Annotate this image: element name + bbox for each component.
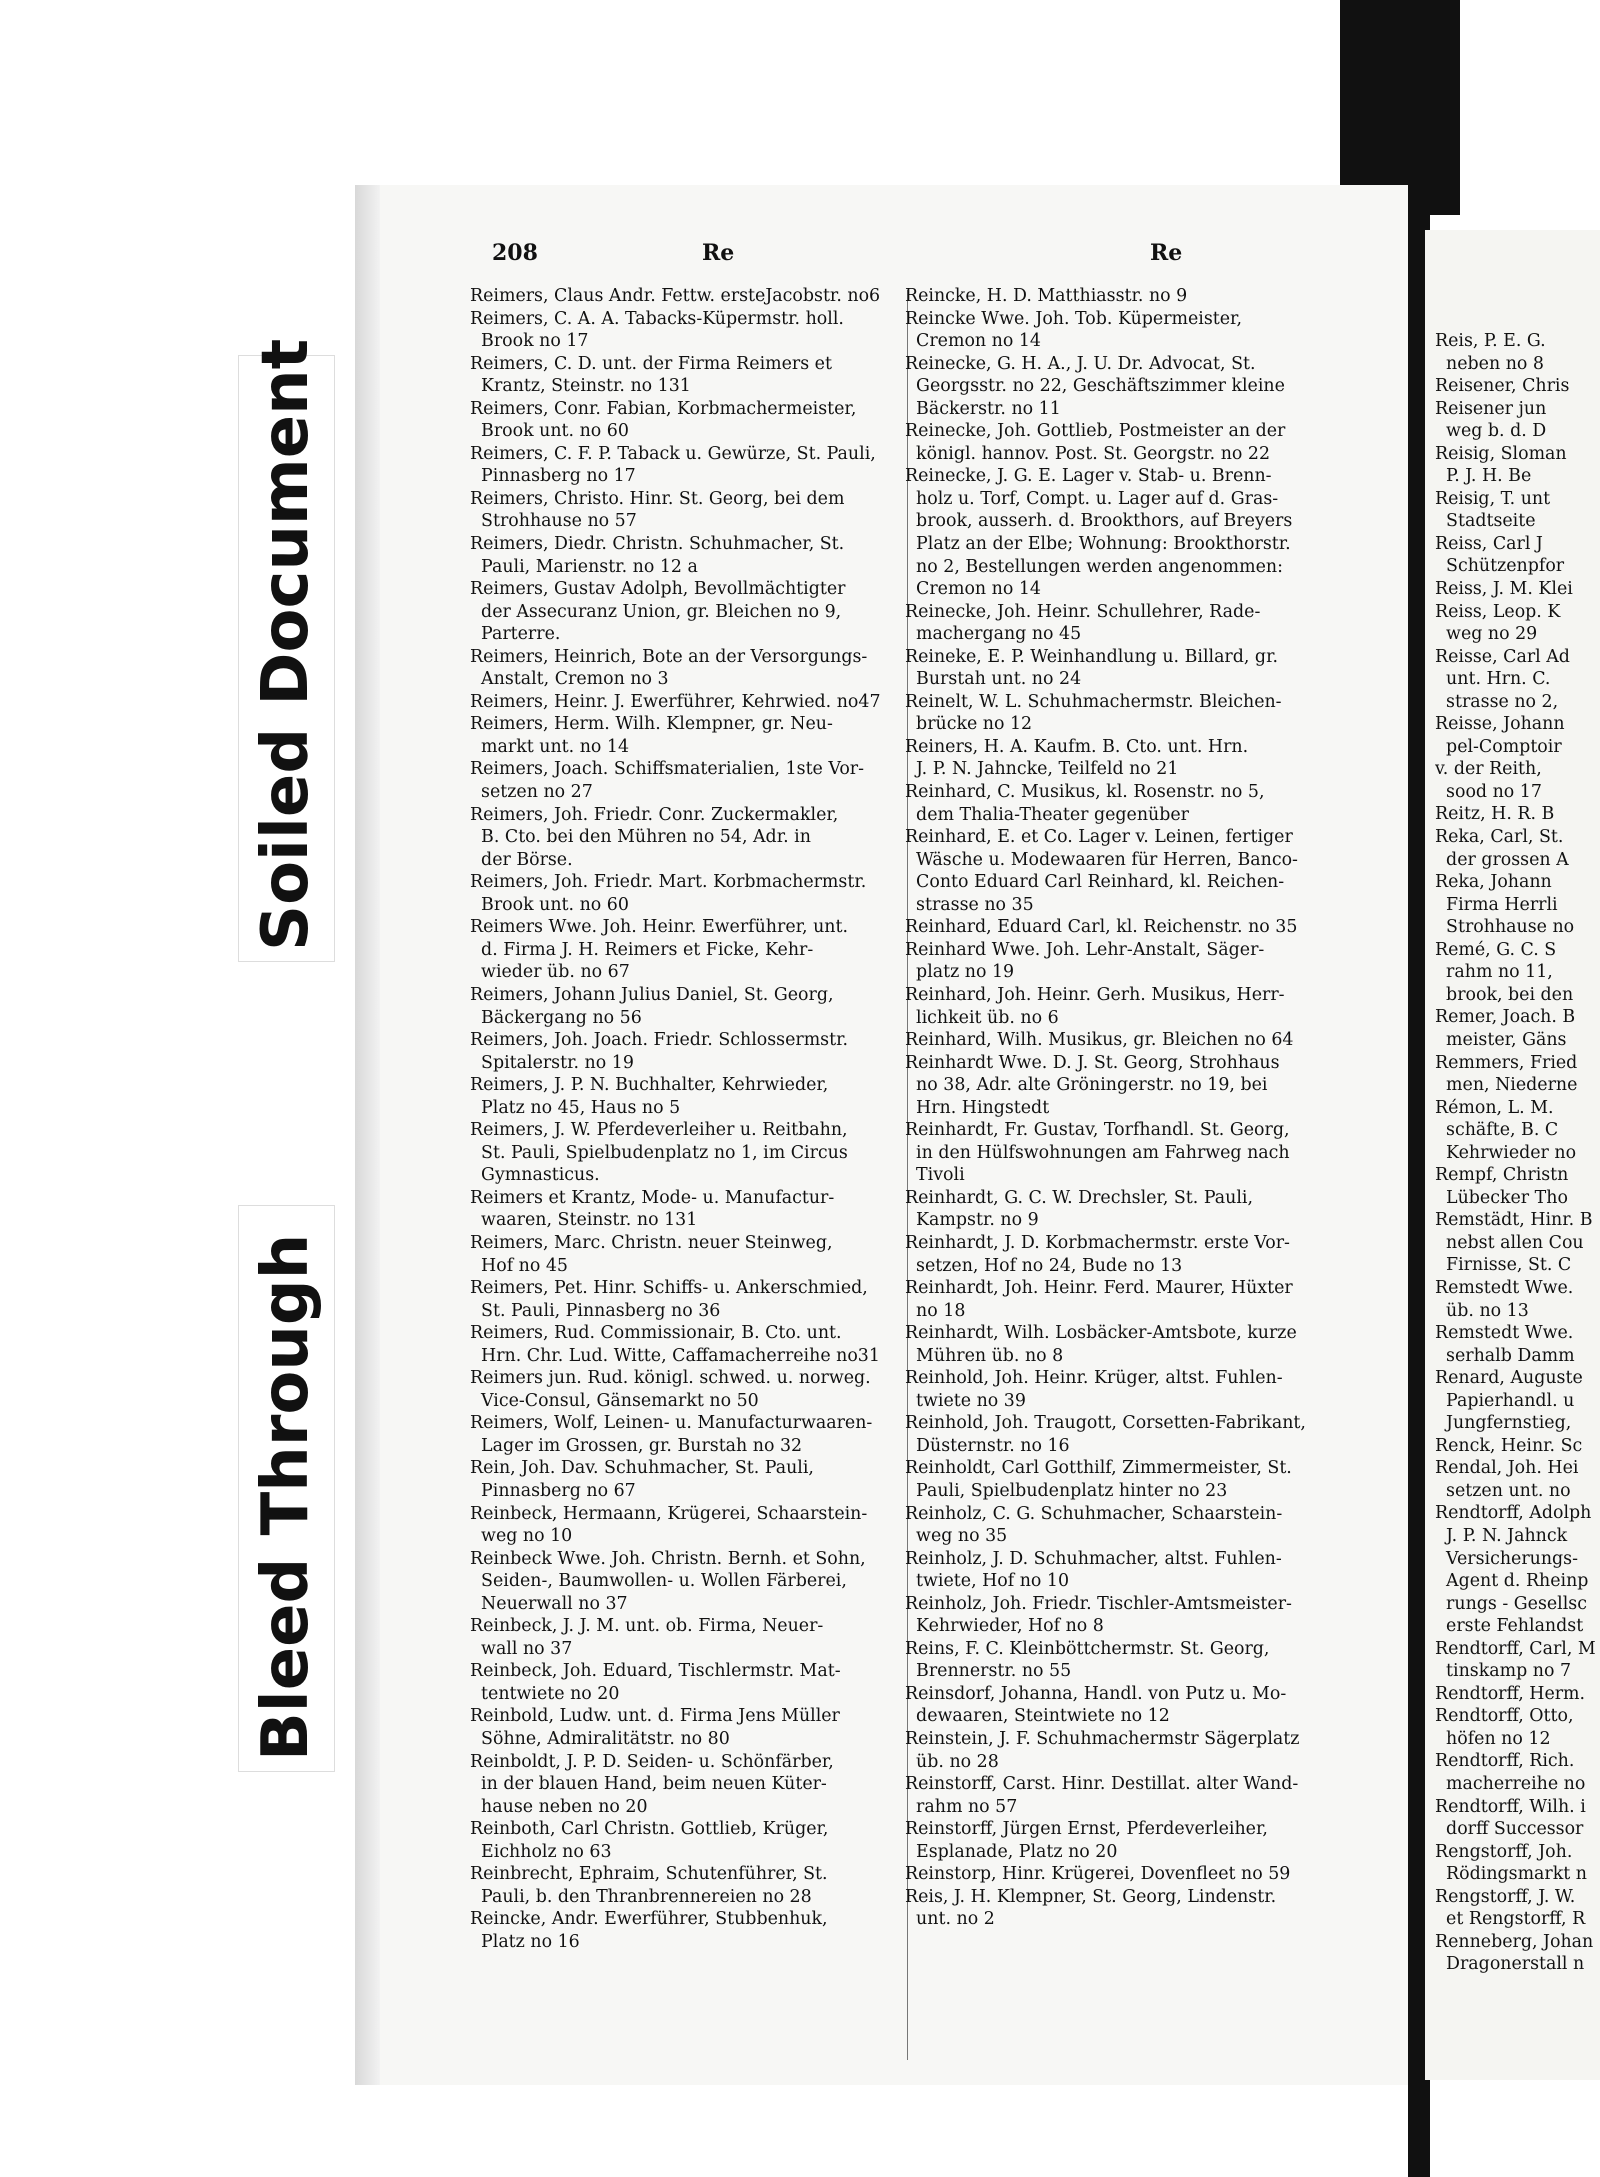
left-running-head: Re [702, 240, 735, 266]
directory-entry-line: Reinhard, Wilh. Musikus, gr. Bleichen no 64 [905, 1030, 1294, 1051]
directory-entry-line: Kampstr. no 9 [905, 1210, 1039, 1231]
directory-entry-line: Reitz, H. R. B [1435, 804, 1555, 825]
directory-entry-line: Tivoli [905, 1165, 965, 1186]
directory-entry-line: Reimers, C. D. unt. der Firma Reimers et [470, 353, 832, 374]
directory-entry-line: Gymnasticus. [470, 1165, 600, 1186]
directory-entry-line: Reka, Johann [1435, 872, 1552, 893]
directory-entry-line: weg no 35 [905, 1526, 1008, 1547]
directory-entry-line: schäfte, B. C [1435, 1120, 1559, 1141]
directory-entry-line: Pinnasberg no 17 [470, 466, 636, 487]
directory-entry-line: v. der Reith, [1435, 759, 1542, 780]
directory-entry-line: Rempf, Christn [1435, 1165, 1569, 1186]
directory-entry-line: Cremon no 14 [905, 579, 1041, 600]
directory-entry-line: brook, bei den [1435, 984, 1574, 1005]
directory-entry-line: Georgsstr. no 22, Geschäftszimmer kleine [905, 376, 1285, 397]
directory-entry-line: Jungfernstieg, [1435, 1413, 1572, 1434]
directory-entry-line: weg no 29 [1435, 624, 1538, 645]
directory-entry-line: Reiss, J. M. Klei [1435, 579, 1573, 600]
directory-entry-line: Remé, G. C. S [1435, 939, 1557, 960]
directory-entry-line: sood no 17 [1435, 781, 1542, 802]
directory-entry-line: markt unt. no 14 [470, 736, 630, 757]
directory-entry-line: Renard, Auguste [1435, 1368, 1583, 1389]
directory-entry-line: Reisig, Sloman [1435, 443, 1567, 464]
directory-entry-line: Hof no 45 [470, 1255, 568, 1276]
directory-entry-line: Schützenpfor [1435, 556, 1565, 577]
directory-entry-line: Reins, F. C. Kleinböttchermstr. St. Georg, [905, 1638, 1270, 1659]
directory-entry-line: twiete, Hof no 10 [905, 1571, 1070, 1592]
directory-entry-line: holz u. Torf, Compt. u. Lager auf d. Gras- [905, 488, 1279, 509]
directory-entry-line: setzen unt. no [1435, 1480, 1571, 1501]
directory-entry-line: Rendtorff, Adolph [1435, 1503, 1592, 1524]
directory-entry-line: Rémon, L. M. [1435, 1097, 1554, 1118]
directory-entry-line: Spitalerstr. no 19 [470, 1052, 634, 1073]
directory-entry-line: meister, Gäns [1435, 1029, 1567, 1050]
directory-entry-line: erste Fehlandst [1435, 1616, 1584, 1637]
page-edge-shadow [355, 185, 380, 2085]
directory-entry-line: Reimers, Conr. Fabian, Korbmachermeister, [470, 398, 857, 419]
directory-entry-line: Rendtorff, Wilh. i [1435, 1796, 1586, 1817]
directory-entry-line: hause neben no 20 [470, 1796, 648, 1817]
directory-entry-line: pel-Comptoir [1435, 736, 1562, 757]
directory-entry-line: Reinstein, J. F. Schuhmachermstr Sägerplatz [905, 1729, 1300, 1749]
directory-entry-line: Hrn. Chr. Lud. Witte, Caffamacherreihe no31 [470, 1345, 880, 1366]
directory-entry-line: Eichholz no 63 [470, 1841, 612, 1862]
directory-entry-line: Reimers, Claus Andr. Fettw. ersteJacobstr. no6 [470, 286, 881, 306]
directory-entry-line: weg no 10 [470, 1526, 573, 1547]
directory-entry-line: üb. no 13 [1435, 1300, 1529, 1321]
directory-entry-line: St. Pauli, Spielbudenplatz no 1, im Circus [470, 1142, 848, 1163]
soiled-document-tab [238, 338, 335, 962]
directory-entry-line: twiete no 39 [905, 1390, 1026, 1411]
directory-entry-line: Pauli, b. den Thranbrennereien no 28 [470, 1886, 812, 1907]
directory-entry-line: Reimers, Rud. Commissionair, B. Cto. unt. [470, 1323, 842, 1344]
directory-entry-line: Firma Herrli [1435, 894, 1558, 915]
directory-entry-line: Krantz, Steinstr. no 131 [470, 376, 691, 397]
directory-entry-line: Bäckergang no 56 [470, 1007, 642, 1028]
directory-entry-line: Reinhard, Joh. Heinr. Gerh. Musikus, Herr- [905, 984, 1285, 1005]
directory-entry-line: Reimers et Krantz, Mode- u. Manufactur- [470, 1187, 835, 1208]
directory-entry-line: Reinecke, J. G. E. Lager v. Stab- u. Brenn- [905, 466, 1272, 487]
directory-entry-line: Remer, Joach. B [1435, 1007, 1576, 1028]
dark-binding-top [1340, 0, 1460, 215]
directory-entry-line: Reimers, J. P. N. Buchhalter, Kehrwieder, [470, 1075, 829, 1096]
directory-entry-line: St. Pauli, Pinnasberg no 36 [470, 1300, 721, 1321]
directory-entry-line: setzen, Hof no 24, Bude no 13 [905, 1255, 1183, 1276]
directory-entry-line: Reimers, Joh. Friedr. Mart. Korbmachermstr. [470, 872, 867, 893]
directory-entry-line: Reinholz, J. D. Schuhmacher, altst. Fuhlen- [905, 1548, 1282, 1569]
directory-entry-line: men, Niederne [1435, 1075, 1578, 1096]
directory-entry-line: Strohhause no [1435, 917, 1575, 938]
directory-entry-line: strasse no 2, [1435, 691, 1559, 712]
directory-entry-line: Renneberg, Johan [1435, 1931, 1594, 1952]
directory-entry-line: Reimers Wwe. Joh. Heinr. Ewerführer, unt. [470, 917, 848, 938]
directory-entry-line: Rengstorff, J. W. [1435, 1886, 1576, 1907]
right-column-fragment [1435, 330, 1600, 1976]
directory-entry-line: no 18 [905, 1300, 966, 1321]
page-number: 208 [492, 240, 538, 266]
directory-entry-line: Reincke Wwe. Joh. Tob. Küpermeister, [905, 308, 1242, 329]
directory-entry-line: Brook unt. no 60 [470, 894, 629, 915]
directory-entry-line: Reimers, C. F. P. Taback u. Gewürze, St. Pauli, [470, 443, 876, 464]
directory-entry-line: Reinboth, Carl Christn. Gottlieb, Krüger, [470, 1819, 829, 1840]
directory-entry-line: Platz no 45, Haus no 5 [470, 1097, 681, 1118]
directory-entry-line: wall no 37 [470, 1638, 573, 1659]
bleed-through-label: Bleed Through [249, 1233, 323, 1761]
directory-entry-line: Reimers, Pet. Hinr. Schiffs- u. Ankerschmied, [470, 1278, 868, 1299]
directory-entry-line: Reinbeck, Hermaann, Krügerei, Schaarstein- [470, 1503, 868, 1524]
directory-entry-line: Burstah unt. no 24 [905, 669, 1082, 690]
directory-entry-line: üb. no 28 [905, 1751, 999, 1772]
directory-entry-line: höfen no 12 [1435, 1728, 1551, 1749]
directory-entry-line: brücke no 12 [905, 714, 1033, 735]
directory-entry-line: Reiners, H. A. Kaufm. B. Cto. unt. Hrn. [905, 736, 1249, 757]
directory-entry-line: Reimers, Herm. Wilh. Klempner, gr. Neu- [470, 714, 833, 735]
directory-entry-line: Rendal, Joh. Hei [1435, 1458, 1579, 1479]
directory-entry-line: Reinhardt, Fr. Gustav, Torfhandl. St. Georg, [905, 1120, 1290, 1141]
directory-entry-line: Conto Eduard Carl Reinhard, kl. Reichen- [905, 872, 1285, 893]
directory-entry-line: Reimers, Heinr. J. Ewerführer, Kehrwied. no47 [470, 691, 881, 712]
directory-entry-line: Neuerwall no 37 [470, 1593, 628, 1614]
directory-entry-line: Reinsdorf, Johanna, Handl. von Putz u. Mo- [905, 1683, 1287, 1704]
directory-entry-line: Reinhard Wwe. Joh. Lehr-Anstalt, Säger- [905, 939, 1265, 960]
directory-entry-line: tentwiete no 20 [470, 1683, 620, 1704]
directory-entry-line: Reinhardt, G. C. W. Drechsler, St. Pauli, [905, 1187, 1253, 1208]
directory-entry-line: Reisse, Johann [1435, 714, 1565, 735]
directory-entry-line: Reimers, Joh. Friedr. Conr. Zuckermakler, [470, 804, 839, 825]
directory-entry-line: Esplanade, Platz no 20 [905, 1841, 1118, 1862]
directory-entry-line: königl. hannov. Post. St. Georgstr. no 22 [905, 443, 1271, 464]
bleed-through-tab [238, 1205, 335, 1772]
directory-entry-line: Brook unt. no 60 [470, 421, 629, 442]
directory-entry-line: Reinstorff, Carst. Hinr. Destillat. alter Wand- [905, 1774, 1299, 1795]
directory-entry-line: Rendtorff, Otto, [1435, 1706, 1574, 1727]
directory-entry-line: Parterre. [470, 624, 561, 645]
directory-entry-line: Rendtorff, Herm. [1435, 1683, 1586, 1704]
directory-entry-line: Reinstorp, Hinr. Krügerei, Dovenfleet no 59 [905, 1864, 1291, 1885]
directory-entry-line: Remstedt Wwe. [1435, 1323, 1574, 1344]
directory-entry-line: Reinbeck, J. J. M. unt. ob. Firma, Neuer- [470, 1616, 824, 1637]
directory-entry-line: Reimers jun. Rud. königl. schwed. u. norweg. [470, 1368, 871, 1389]
directory-entry-line: Strohhause no 57 [470, 511, 637, 532]
directory-entry-line: Lübecker Tho [1435, 1187, 1568, 1208]
directory-entry-line: Brennerstr. no 55 [905, 1661, 1072, 1682]
directory-entry-line: Bäckerstr. no 11 [905, 398, 1061, 419]
directory-entry-line: Renck, Heinr. Sc [1435, 1435, 1583, 1456]
directory-entry-line: Reimers, C. A. A. Tabacks-Küpermstr. holl. [470, 308, 844, 329]
directory-entry-line: Remstädt, Hinr. B [1435, 1210, 1593, 1231]
directory-entry-line: setzen no 27 [470, 782, 593, 803]
directory-entry-line: Reka, Carl, St. [1435, 827, 1564, 848]
directory-entry-line: Seiden-, Baumwollen- u. Wollen Färberei, [470, 1571, 847, 1592]
directory-entry-line: der Börse. [470, 849, 573, 870]
directory-entry-line: Rengstorff, Joh. [1435, 1841, 1573, 1862]
directory-entry-line: Düsternstr. no 16 [905, 1435, 1070, 1456]
directory-entry-line: J. P. N. Jahnck [1435, 1525, 1568, 1546]
directory-entry-line: Rendtorff, Rich. [1435, 1751, 1575, 1772]
directory-entry-line: Rein, Joh. Dav. Schuhmacher, St. Pauli, [470, 1458, 814, 1479]
directory-entry-line: Pauli, Spielbudenplatz hinter no 23 [905, 1480, 1228, 1501]
directory-entry-line: Reinholdt, Carl Gotthilf, Zimmermeister, St. [905, 1458, 1292, 1479]
directory-entry-line: et Rengstorff, R [1435, 1909, 1586, 1930]
directory-entry-line: rahm no 57 [905, 1796, 1018, 1817]
directory-entry-line: Pauli, Marienstr. no 12 a [470, 556, 698, 577]
directory-entry-line: Reisig, T. unt [1435, 488, 1551, 509]
directory-entry-line: platz no 19 [905, 962, 1015, 983]
directory-entry-line: in der blauen Hand, beim neuen Küter- [470, 1774, 827, 1795]
directory-entry-line: Reinhold, Joh. Heinr. Krüger, altst. Fuhlen- [905, 1368, 1283, 1389]
directory-entry-line: Agent d. Rheinp [1435, 1571, 1589, 1592]
directory-entry-line: Rendtorff, Carl, M [1435, 1638, 1596, 1659]
directory-entry-line: Versicherungs- [1435, 1548, 1578, 1569]
directory-entry-line: Reinhard, C. Musikus, kl. Rosenstr. no 5, [905, 782, 1265, 803]
directory-entry-line: Reinhardt, Joh. Heinr. Ferd. Maurer, Hüxter [905, 1278, 1293, 1299]
directory-entry-line: waaren, Steinstr. no 131 [470, 1210, 698, 1231]
directory-entry-line: der Assecuranz Union, gr. Bleichen no 9, [470, 601, 842, 622]
directory-entry-line: Reinbeck Wwe. Joh. Christn. Bernh. et Sohn, [470, 1548, 866, 1569]
directory-entry-line: Reisse, Carl Ad [1435, 646, 1570, 667]
directory-entry-line: Söhne, Admiralitätstr. no 80 [470, 1729, 730, 1749]
directory-entry-line: Pinnasberg no 67 [470, 1480, 636, 1501]
directory-entry-line: Reinhold, Joh. Traugott, Corsetten-Fabrikant, [905, 1413, 1306, 1434]
directory-entry-line: J. P. N. Jahncke, Teilfeld no 21 [905, 759, 1179, 780]
directory-entry-line: Papierhandl. u [1435, 1390, 1575, 1411]
directory-entry-line: tinskamp no 7 [1435, 1661, 1572, 1682]
directory-entry-line: no 2, Bestellungen werden angenommen: [905, 556, 1283, 577]
directory-entry-line: Hrn. Hingstedt [905, 1097, 1050, 1118]
directory-entry-line: Reisener jun [1435, 398, 1547, 419]
directory-entry-line: Reis, J. H. Klempner, St. Georg, Lindenstr. [905, 1886, 1277, 1907]
soiled-document-label: Soiled Document [249, 338, 323, 951]
directory-entry-line: machergang no 45 [905, 624, 1082, 645]
directory-entry-line: Reimers, J. W. Pferdeverleiher u. Reitbahn, [470, 1120, 848, 1141]
directory-entry-line: brook, ausserh. d. Brookthors, auf Breyers [905, 511, 1293, 532]
directory-entry-line: Reinholz, Joh. Friedr. Tischler-Amtsmeister- [905, 1593, 1292, 1614]
directory-entry-line: d. Firma J. H. Reimers et Ficke, Kehr- [470, 939, 814, 960]
directory-entry-line: Reinboldt, J. P. D. Seiden- u. Schönfärber, [470, 1751, 834, 1772]
directory-entry-line: Remstedt Wwe. [1435, 1277, 1574, 1298]
directory-entry-line: Reinhard, E. et Co. Lager v. Leinen, fertiger [905, 827, 1293, 848]
directory-entry-line: Reinbold, Ludw. unt. d. Firma Jens Müller [470, 1706, 840, 1727]
directory-entry-line: Reinstorff, Jürgen Ernst, Pferdeverleiher, [905, 1819, 1268, 1840]
directory-entry-line: Reimers, Heinrich, Bote an der Versorgungs- [470, 646, 868, 667]
directory-entry-line: Platz an der Elbe; Wohnung: Brookthorstr. [905, 534, 1291, 555]
directory-entry-line: Reimers, Wolf, Leinen- u. Manufacturwaaren- [470, 1413, 873, 1434]
directory-entry-line: Reiss, Carl J [1435, 533, 1543, 554]
directory-entry-line: dem Thalia-Theater gegenüber [905, 804, 1189, 825]
directory-entry-line: Reinholz, C. G. Schuhmacher, Schaarstein- [905, 1503, 1283, 1524]
directory-entry-line: Reinbrecht, Ephraim, Schutenführer, St. [470, 1864, 828, 1885]
directory-entry-line: Reinbeck, Joh. Eduard, Tischlermstr. Mat- [470, 1661, 841, 1682]
directory-entry-line: Vice-Consul, Gänsemarkt no 50 [470, 1390, 759, 1411]
directory-entry-line: Reinhardt, Wilh. Losbäcker-Amtsbote, kurze [905, 1323, 1297, 1344]
directory-entry-line: Reinhardt, J. D. Korbmachermstr. erste Vor- [905, 1232, 1290, 1253]
directory-entry-line: dewaaren, Steintwiete no 12 [905, 1706, 1170, 1727]
directory-entry-line: Kehrwieder, Hof no 8 [905, 1616, 1104, 1637]
directory-entry-line: Kehrwieder no [1435, 1142, 1577, 1163]
directory-entry-line: no 38, Adr. alte Gröningerstr. no 19, bei [905, 1075, 1268, 1096]
directory-entry-line: Reinhard, Eduard Carl, kl. Reichenstr. no 35 [905, 917, 1298, 938]
directory-entry-line: Reisener, Chris [1435, 376, 1570, 397]
directory-entry-line: Anstalt, Cremon no 3 [470, 669, 669, 690]
directory-entry-line: dorff Successor [1435, 1819, 1584, 1840]
directory-entry-line: weg b. d. D [1435, 421, 1547, 442]
directory-entry-line: Reimers, Joh. Joach. Friedr. Schlossermstr. [470, 1030, 849, 1051]
directory-entry-line: B. Cto. bei den Mühren no 54, Adr. in [470, 827, 811, 848]
directory-entry-line: Remmers, Fried [1435, 1052, 1578, 1073]
directory-entry-line: Reinecke, Joh. Gottlieb, Postmeister an der [905, 421, 1286, 442]
directory-entry-line: Reimers, Marc. Christn. neuer Steinweg, [470, 1232, 833, 1253]
directory-entry-line: Mühren üb. no 8 [905, 1345, 1064, 1366]
directory-entry-line: Rödingsmarkt n [1435, 1864, 1587, 1885]
directory-entry-line: Reimers, Christo. Hinr. St. Georg, bei dem [470, 488, 845, 509]
directory-entry-line: Reincke, Andr. Ewerführer, Stubbenhuk, [470, 1909, 828, 1930]
directory-entry-line: Dragonerstall n [1435, 1954, 1585, 1975]
directory-entry-line: Stadtseite [1435, 511, 1536, 532]
directory-entry-line: Cremon no 14 [905, 331, 1041, 352]
directory-entry-line: Wäsche u. Modewaaren für Herren, Banco- [905, 849, 1298, 870]
directory-entry-line: in den Hülfswohnungen am Fahrweg nach [905, 1142, 1290, 1163]
directory-entry-line: unt. no 2 [905, 1909, 995, 1930]
directory-entry-line: Firnisse, St. C [1435, 1255, 1572, 1276]
directory-entry-line: Reiss, Leop. K [1435, 601, 1561, 622]
directory-entry-line: Reinecke, G. H. A., J. U. Dr. Advocat, St. [905, 353, 1256, 374]
directory-entry-line: unt. Hrn. C. [1435, 669, 1551, 690]
directory-entry-line: Platz no 16 [470, 1931, 580, 1952]
directory-entry-line: Reimers, Johann Julius Daniel, St. Georg, [470, 984, 834, 1005]
directory-entry-line: wieder üb. no 67 [470, 962, 630, 983]
directory-entry-line: nebst allen Cou [1435, 1232, 1584, 1253]
directory-entry-line: Reineke, E. P. Weinhandlung u. Billard, gr. [905, 646, 1278, 667]
right-running-head: Re [1150, 240, 1183, 266]
directory-entry-line: Reinelt, W. L. Schuhmachermstr. Bleichen- [905, 691, 1282, 712]
directory-entry-line: strasse no 35 [905, 894, 1034, 915]
directory-entry-line: Reinhardt Wwe. D. J. St. Georg, Strohhaus [905, 1052, 1280, 1073]
directory-entry-line: P. J. H. Be [1435, 466, 1532, 487]
directory-entry-line: macherreihe no [1435, 1774, 1586, 1794]
directory-entry-line: serhalb Damm [1435, 1345, 1575, 1366]
directory-entry-line: Brook no 17 [470, 331, 589, 352]
directory-entry-line: Reincke, H. D. Matthiasstr. no 9 [905, 286, 1188, 306]
directory-entry-line: rahm no 11, [1435, 962, 1553, 983]
directory-entry-line: Reimers, Joach. Schiffsmaterialien, 1ste Vor- [470, 759, 864, 780]
middle-column [905, 285, 1430, 1931]
directory-entry-line: lichkeit üb. no 6 [905, 1007, 1059, 1028]
directory-entry-line: neben no 8 [1435, 353, 1544, 374]
directory-entry-line: Reis, P. E. G. [1435, 331, 1546, 351]
directory-entry-line: rungs - Gesellsc [1435, 1593, 1587, 1614]
directory-entry-line: Reimers, Gustav Adolph, Bevollmächtigter [470, 579, 846, 600]
directory-entry-line: Reimers, Diedr. Christn. Schuhmacher, St. [470, 534, 845, 555]
directory-entry-line: der grossen A [1435, 849, 1569, 870]
directory-entry-line: Reinecke, Joh. Heinr. Schullehrer, Rade- [905, 601, 1261, 622]
directory-entry-line: Lager im Grossen, gr. Burstah no 32 [470, 1435, 803, 1456]
